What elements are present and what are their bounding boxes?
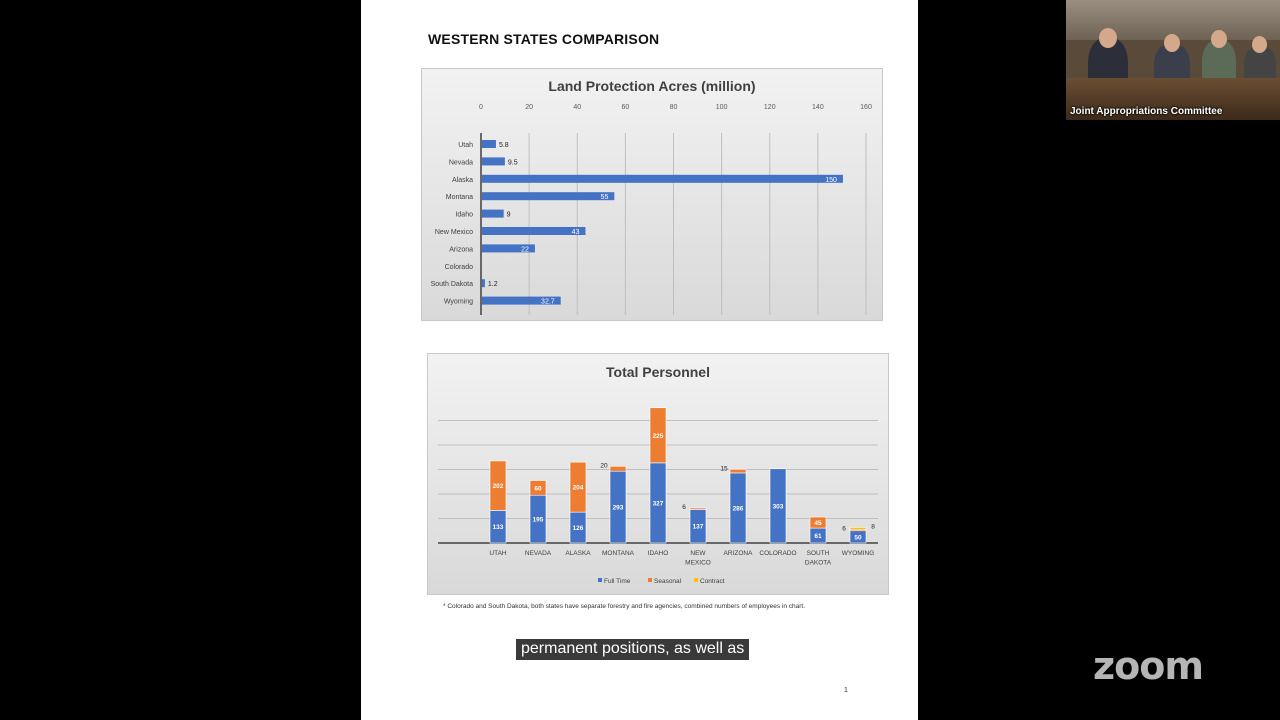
category-label: Wyoming <box>443 298 473 306</box>
segment-value-label: 20 <box>600 462 608 470</box>
stacked-bar-segment <box>850 527 866 529</box>
x-tick-label: 60 <box>621 104 630 111</box>
segment-value-label: 6 <box>682 503 686 511</box>
bar-value-label: 1.2 <box>487 281 498 289</box>
category-label: Alaska <box>451 176 473 184</box>
x-tick-label: 140 <box>812 104 824 111</box>
bar-value-label: 5.8 <box>498 142 509 149</box>
category-label: Idaho <box>455 211 473 219</box>
segment-value-label: 50 <box>854 534 862 542</box>
stacked-bar-segment <box>690 508 706 509</box>
segment-value-label: 6 <box>842 525 846 533</box>
x-tick-label: 160 <box>860 104 872 111</box>
category-label: COLORADO <box>759 550 797 557</box>
category-label: WYOMING <box>841 550 875 557</box>
category-label: NEW <box>690 550 706 557</box>
category-label: ARIZONA <box>723 550 753 557</box>
bar-value-label: 32.7 <box>541 298 555 306</box>
segment-value-label: 225 <box>652 432 664 440</box>
segment-value-label: 8 <box>871 523 875 531</box>
bar-value-label: 9.5 <box>507 159 518 167</box>
segment-value-label: 15 <box>720 465 728 473</box>
legend-swatch <box>694 578 698 582</box>
zoom-logo: zoom <box>1093 644 1203 688</box>
chart-footnote: * Colorado and South Dakota, both states have separate forestry and fire agencies, combined numbers of employees in chart. <box>443 603 806 610</box>
participant-video-tile[interactable] <box>1066 0 1280 120</box>
land-protection-chart-svg <box>422 69 882 320</box>
segment-value-label: 286 <box>732 505 744 513</box>
category-label: UTAH <box>489 550 507 557</box>
segment-value-label: 133 <box>492 524 504 532</box>
bar <box>482 279 485 287</box>
segment-value-label: 60 <box>534 485 542 493</box>
category-label: Nevada <box>448 159 473 167</box>
category-label: IDAHO <box>647 550 669 557</box>
category-label: Colorado <box>444 263 473 271</box>
document-title: WESTERN STATES COMPARISON <box>428 31 660 47</box>
stacked-bar-segment <box>610 466 626 471</box>
bar <box>482 210 504 218</box>
legend-label: Full Time <box>604 578 631 585</box>
segment-value-label: 45 <box>814 520 822 528</box>
category-label: New Mexico <box>434 229 473 236</box>
participant-head <box>1252 36 1267 53</box>
category-label: SOUTH <box>806 550 830 557</box>
segment-value-label: 303 <box>772 503 784 511</box>
category-label: MONTANA <box>601 550 635 557</box>
x-tick-label: 20 <box>525 104 534 111</box>
x-tick-label: 80 <box>669 104 678 111</box>
legend-label: Seasonal <box>654 578 682 585</box>
x-tick-label: 100 <box>715 104 728 111</box>
category-label: NEVADA <box>524 550 552 557</box>
chart-title: Total Personnel <box>606 364 710 380</box>
total-personnel-chart <box>427 353 889 595</box>
x-tick-label: 0 <box>479 104 483 111</box>
x-tick-label: 40 <box>573 104 582 111</box>
bar-value-label: 22 <box>521 246 529 254</box>
live-caption: permanent positions, as well as <box>516 639 749 660</box>
chart-title: Land Protection Acres (million) <box>548 78 756 94</box>
segment-value-label: 61 <box>814 533 822 541</box>
category-label: MEXICO <box>685 559 711 567</box>
segment-value-label: 204 <box>572 484 584 492</box>
legend-label: Contract <box>700 578 725 585</box>
category-label: ALASKA <box>565 550 591 557</box>
legend-swatch <box>648 578 652 582</box>
participant-head <box>1099 28 1117 48</box>
segment-value-label: 202 <box>492 483 504 491</box>
participant-head <box>1211 30 1227 48</box>
bar-value-label: 9 <box>506 211 511 219</box>
x-tick-label: 120 <box>763 104 776 111</box>
bar <box>482 157 505 165</box>
bar <box>482 227 585 235</box>
category-label: Arizona <box>449 246 473 254</box>
category-label: South Dakota <box>430 281 473 289</box>
segment-value-label: 293 <box>612 504 624 512</box>
bar-value-label: 55 <box>600 194 609 202</box>
bar <box>482 175 843 183</box>
segment-value-label: 195 <box>532 516 544 524</box>
category-label: Montana <box>445 194 473 202</box>
participant-head <box>1164 34 1180 52</box>
bar-value-label: 43 <box>571 229 580 236</box>
bar-value-label: 150 <box>825 176 837 184</box>
stacked-bar-segment <box>730 469 746 473</box>
page-number: 1 <box>844 687 848 694</box>
segment-value-label: 137 <box>692 523 704 531</box>
legend-swatch <box>598 578 602 582</box>
category-label: DAKOTA <box>804 559 832 567</box>
land-protection-chart <box>421 68 883 321</box>
total-personnel-chart-svg <box>428 354 888 594</box>
segment-value-label: 327 <box>652 500 664 508</box>
document-page <box>361 0 918 720</box>
category-label: Utah <box>458 142 473 149</box>
segment-value-label: 126 <box>572 525 584 533</box>
bar <box>482 192 614 200</box>
video-tile-label: Joint Appropriations Committee <box>1070 106 1223 117</box>
bar <box>482 140 496 148</box>
